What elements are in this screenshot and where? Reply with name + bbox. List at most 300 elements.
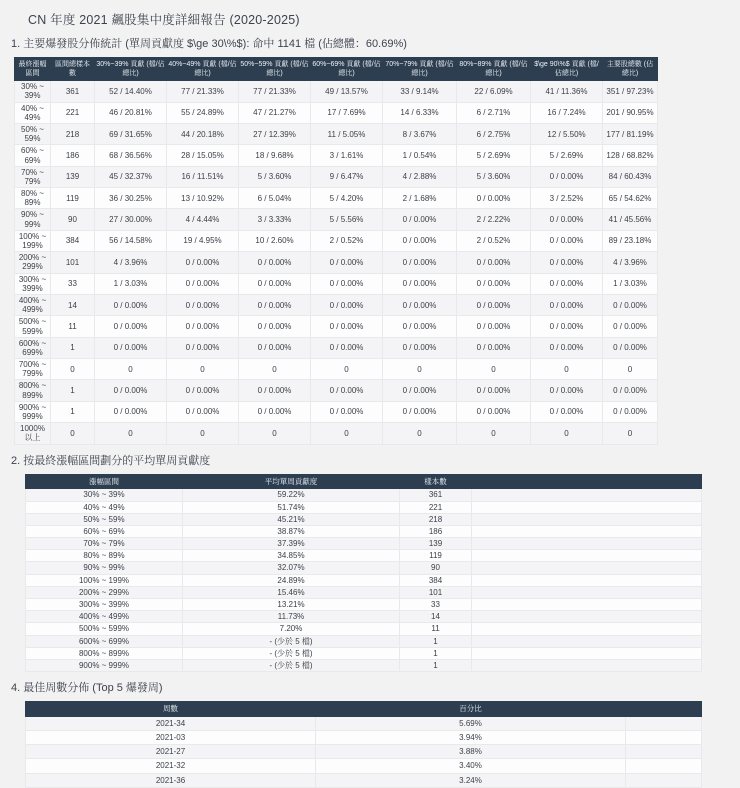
table-cell: 5.69% (316, 716, 626, 730)
table-cell: 0 / 0.00% (457, 252, 531, 273)
table-row (26, 731, 702, 745)
table-cell: 0 (311, 423, 383, 444)
table-cell: 0 / 0.00% (531, 337, 603, 358)
table-row (15, 337, 658, 358)
table-row (26, 635, 702, 647)
table-row (26, 513, 702, 525)
row-label: 2021-03 (26, 731, 316, 745)
table-cell: 101 (51, 252, 95, 273)
table-cell: - (少於 5 檔) (183, 647, 400, 659)
table-cell: 384 (51, 230, 95, 251)
table-cell: 2 / 2.22% (457, 209, 531, 230)
top-weeks-table (25, 701, 702, 788)
table-row (15, 273, 658, 294)
table-cell: 28 / 15.05% (167, 145, 239, 166)
table-cell: 361 (400, 489, 472, 501)
table-cell: 84 / 60.43% (603, 166, 658, 187)
table-cell: 0 / 0.00% (457, 401, 531, 422)
table-cell: 0 / 0.00% (383, 209, 457, 230)
column-header: 平均單周貢獻度 (183, 474, 400, 489)
table-cell: 1 (51, 401, 95, 422)
table-cell: 46 / 20.81% (95, 102, 167, 123)
table-cell: 1 (400, 659, 472, 671)
table-row (15, 209, 658, 230)
table-cell: 0 (167, 423, 239, 444)
table-cell: 0 / 0.00% (167, 337, 239, 358)
table-cell (472, 513, 702, 525)
table-row (26, 647, 702, 659)
table-cell: 89 / 23.18% (603, 230, 658, 251)
table-cell: 3.88% (316, 745, 626, 759)
table-cell (472, 550, 702, 562)
table-row (26, 611, 702, 623)
table-cell: 119 (400, 550, 472, 562)
table-cell: 0 / 0.00% (383, 252, 457, 273)
table-row (15, 145, 658, 166)
table-cell: 0 / 0.00% (95, 294, 167, 315)
table-cell: 0 / 0.00% (383, 230, 457, 251)
table-cell: 90 (51, 209, 95, 230)
table-row (15, 294, 658, 315)
row-label: 40% ~ 49% (26, 501, 183, 513)
table-cell: 0 / 0.00% (531, 401, 603, 422)
row-label: 300% ~ 399% (26, 599, 183, 611)
table-cell: - (少於 5 檔) (183, 635, 400, 647)
table-cell: 69 / 31.65% (95, 123, 167, 144)
table-cell: 0 (383, 423, 457, 444)
column-header: 周數 (26, 702, 316, 717)
table-cell: 15.46% (183, 586, 400, 598)
distribution-table-body (15, 81, 658, 444)
row-label: 100% ~ 199% (15, 230, 51, 251)
table-row (26, 574, 702, 586)
table-cell (472, 659, 702, 671)
column-header (472, 474, 702, 489)
table-cell: 0 / 0.00% (311, 294, 383, 315)
table-row (15, 359, 658, 380)
table-row (15, 188, 658, 209)
table-row (15, 166, 658, 187)
table-cell: 1 (400, 647, 472, 659)
table-cell: 1 / 3.03% (603, 273, 658, 294)
row-label: 300% ~ 399% (15, 273, 51, 294)
table-cell: 1 (400, 635, 472, 647)
table-cell: 3.24% (316, 773, 626, 787)
table-cell: 0 / 0.00% (311, 252, 383, 273)
top-weeks-table-body (26, 716, 702, 787)
table-cell (626, 716, 702, 730)
row-label: 400% ~ 499% (26, 611, 183, 623)
table-cell (472, 501, 702, 513)
table-cell: 0 / 0.00% (457, 273, 531, 294)
table-row (26, 501, 702, 513)
table-cell: 0 (603, 359, 658, 380)
table-cell: 0 / 0.00% (531, 294, 603, 315)
table-cell: 17 / 7.69% (311, 102, 383, 123)
table-cell (626, 759, 702, 773)
table-cell: 4 / 2.88% (383, 166, 457, 187)
table-cell: 4 / 4.44% (167, 209, 239, 230)
table-cell: 27 / 12.39% (239, 123, 311, 144)
table-cell: 0 / 0.00% (383, 337, 457, 358)
table-cell: 24.89% (183, 574, 400, 586)
table-cell: - (少於 5 檔) (183, 659, 400, 671)
table-row (26, 659, 702, 671)
table-cell: 16 / 11.51% (167, 166, 239, 187)
table-cell: 10 / 2.60% (239, 230, 311, 251)
table-cell: 3 / 3.33% (239, 209, 311, 230)
column-header: 百分比 (316, 702, 626, 717)
row-label: 400% ~ 499% (15, 294, 51, 315)
column-header: 70%~79% 貢獻 (檔/佔總比) (383, 58, 457, 81)
table-cell: 51.74% (183, 501, 400, 513)
table-cell: 2 / 1.68% (383, 188, 457, 209)
table-cell: 45.21% (183, 513, 400, 525)
table-cell: 0 (383, 359, 457, 380)
table-cell: 0 (311, 359, 383, 380)
table-cell: 33 (51, 273, 95, 294)
table-cell: 37.39% (183, 538, 400, 550)
row-label: 60% ~ 69% (26, 525, 183, 537)
table-cell: 34.85% (183, 550, 400, 562)
table-cell: 0 / 0.00% (383, 294, 457, 315)
table-cell: 0 (531, 359, 603, 380)
table-cell: 186 (51, 145, 95, 166)
column-header (626, 702, 702, 717)
table-cell: 1 (51, 380, 95, 401)
table-row (15, 230, 658, 251)
table-cell: 41 / 45.56% (603, 209, 658, 230)
row-label: 100% ~ 199% (26, 574, 183, 586)
table-cell: 1 (51, 337, 95, 358)
table-cell: 22 / 6.09% (457, 81, 531, 102)
column-header: 40%~49% 貢獻 (檔/佔總比) (167, 58, 239, 81)
table-cell: 14 (400, 611, 472, 623)
table-cell: 3.40% (316, 759, 626, 773)
row-label: 60% ~ 69% (15, 145, 51, 166)
table-cell: 0 / 0.00% (167, 273, 239, 294)
table-cell: 11.73% (183, 611, 400, 623)
table-cell: 3.94% (316, 731, 626, 745)
table-cell: 0 / 0.00% (95, 401, 167, 422)
table-cell: 0 / 0.00% (457, 337, 531, 358)
table-cell: 0 / 0.00% (95, 316, 167, 337)
column-header: 60%~69% 貢獻 (檔/佔總比) (311, 58, 383, 81)
table-cell: 44 / 20.18% (167, 123, 239, 144)
section4-heading: 4. 最佳周數分佈 (Top 5 爆發周) (11, 682, 163, 695)
row-label: 70% ~ 79% (15, 166, 51, 187)
table-cell: 11 (400, 623, 472, 635)
table-cell: 6 / 5.04% (239, 188, 311, 209)
row-label: 2021-32 (26, 759, 316, 773)
table-row (26, 586, 702, 598)
table-cell: 0 / 0.00% (531, 273, 603, 294)
row-label: 90% ~ 99% (26, 562, 183, 574)
table-cell: 55 / 24.89% (167, 102, 239, 123)
row-label: 2021-36 (26, 773, 316, 787)
row-label: 40% ~ 49% (15, 102, 51, 123)
table-cell: 11 (51, 316, 95, 337)
table-cell: 6 / 2.75% (457, 123, 531, 144)
table-cell: 0 / 0.00% (311, 401, 383, 422)
table-cell: 0 / 0.00% (383, 401, 457, 422)
table-cell: 0 / 0.00% (531, 209, 603, 230)
table-cell: 16 / 7.24% (531, 102, 603, 123)
table-cell: 65 / 54.62% (603, 188, 658, 209)
table-cell: 0 / 0.00% (531, 380, 603, 401)
row-label: 80% ~ 89% (26, 550, 183, 562)
table-cell: 0 / 0.00% (239, 252, 311, 273)
row-label: 800% ~ 899% (26, 647, 183, 659)
table-row (15, 81, 658, 102)
table-cell (472, 611, 702, 623)
table-cell: 56 / 14.58% (95, 230, 167, 251)
table-cell: 0 / 0.00% (95, 380, 167, 401)
table-cell: 49 / 13.57% (311, 81, 383, 102)
table-cell: 18 / 9.68% (239, 145, 311, 166)
row-label: 2021-34 (26, 716, 316, 730)
row-label: 50% ~ 59% (26, 513, 183, 525)
table-cell: 361 (51, 81, 95, 102)
table-cell: 0 / 0.00% (239, 380, 311, 401)
table-row (26, 562, 702, 574)
table-cell: 0 / 0.00% (457, 294, 531, 315)
table-cell: 2 / 0.52% (457, 230, 531, 251)
table-header-row (26, 474, 702, 489)
table-cell: 33 (400, 599, 472, 611)
table-cell: 0 / 0.00% (457, 316, 531, 337)
table-cell: 11 / 5.05% (311, 123, 383, 144)
table-cell: 9 / 6.47% (311, 166, 383, 187)
table-cell: 3 / 2.52% (531, 188, 603, 209)
table-cell: 0 / 0.00% (167, 294, 239, 315)
table-header-row (26, 702, 702, 717)
table-cell: 32.07% (183, 562, 400, 574)
row-label: 600% ~ 699% (26, 635, 183, 647)
table-cell: 177 / 81.19% (603, 123, 658, 144)
table-cell: 0 (531, 423, 603, 444)
table-cell: 384 (400, 574, 472, 586)
table-cell: 0 / 0.00% (311, 316, 383, 337)
table-cell (472, 574, 702, 586)
table-cell (472, 623, 702, 635)
table-cell: 0 / 0.00% (603, 337, 658, 358)
table-cell: 0 / 0.00% (311, 337, 383, 358)
row-label: 90% ~ 99% (15, 209, 51, 230)
table-cell: 221 (400, 501, 472, 513)
table-cell: 38.87% (183, 525, 400, 537)
table-cell: 5 / 4.20% (311, 188, 383, 209)
table-row (26, 550, 702, 562)
table-cell: 0 (95, 359, 167, 380)
table-cell: 0 / 0.00% (603, 294, 658, 315)
table-cell: 186 (400, 525, 472, 537)
column-header: 漲幅區間 (26, 474, 183, 489)
table-cell: 14 (51, 294, 95, 315)
table-cell: 351 / 97.23% (603, 81, 658, 102)
section1-heading: 1. 主要爆發股分佈統計 (單周貢獻度 $\ge 30\%$): 命中 1141 檔 (佔總體：60.69%) (11, 38, 407, 50)
table-cell (472, 525, 702, 537)
table-cell: 0 / 0.00% (457, 188, 531, 209)
table-cell: 0 / 0.00% (531, 252, 603, 273)
table-cell: 139 (51, 166, 95, 187)
table-row (26, 599, 702, 611)
table-cell: 5 / 3.60% (239, 166, 311, 187)
column-header: 區間總樣本數 (51, 58, 95, 81)
table-cell: 128 / 68.82% (603, 145, 658, 166)
table-cell: 1 / 3.03% (95, 273, 167, 294)
table-cell (472, 599, 702, 611)
table-row (26, 716, 702, 730)
table-cell: 0 (51, 359, 95, 380)
column-header: 樣本數 (400, 474, 472, 489)
row-label: 500% ~ 599% (15, 316, 51, 337)
column-header: 80%~89% 貢獻 (檔/佔總比) (457, 58, 531, 81)
avg-contribution-table-body (26, 489, 702, 672)
table-cell: 19 / 4.95% (167, 230, 239, 251)
table-cell: 52 / 14.40% (95, 81, 167, 102)
table-cell: 36 / 30.25% (95, 188, 167, 209)
table-cell: 0 / 0.00% (95, 337, 167, 358)
table-row (26, 489, 702, 501)
table-row (26, 525, 702, 537)
report-page (0, 10, 740, 788)
row-label: 200% ~ 299% (26, 586, 183, 598)
table-row (15, 380, 658, 401)
row-label: 900% ~ 999% (15, 401, 51, 422)
table-cell: 139 (400, 538, 472, 550)
row-label: 70% ~ 79% (26, 538, 183, 550)
table-cell: 5 / 3.60% (457, 166, 531, 187)
table-cell: 77 / 21.33% (239, 81, 311, 102)
table-cell: 1 / 0.54% (383, 145, 457, 166)
table-cell: 0 (603, 423, 658, 444)
table-cell: 0 / 0.00% (239, 316, 311, 337)
row-label: 80% ~ 89% (15, 188, 51, 209)
table-cell: 221 (51, 102, 95, 123)
table-cell (626, 731, 702, 745)
table-cell: 68 / 36.56% (95, 145, 167, 166)
table-cell: 5 / 2.69% (457, 145, 531, 166)
table-cell: 0 / 0.00% (383, 316, 457, 337)
table-row (26, 773, 702, 787)
distribution-table (14, 57, 658, 445)
table-cell: 119 (51, 188, 95, 209)
row-label: 50% ~ 59% (15, 123, 51, 144)
table-cell: 33 / 9.14% (383, 81, 457, 102)
table-cell: 59.22% (183, 489, 400, 501)
table-cell: 45 / 32.37% (95, 166, 167, 187)
table-cell: 0 / 0.00% (167, 380, 239, 401)
table-cell (472, 562, 702, 574)
table-cell: 0 / 0.00% (167, 252, 239, 273)
table-row (26, 759, 702, 773)
column-header: 最終漲幅區間 (15, 58, 51, 81)
table-row (15, 102, 658, 123)
table-cell: 13.21% (183, 599, 400, 611)
column-header: 30%~39% 貢獻 (檔/佔總比) (95, 58, 167, 81)
row-label: 1000% 以上 (15, 423, 51, 444)
table-cell (472, 489, 702, 501)
table-cell: 0 / 0.00% (383, 380, 457, 401)
table-cell: 0 / 0.00% (167, 316, 239, 337)
table-cell: 12 / 5.50% (531, 123, 603, 144)
row-label: 500% ~ 599% (26, 623, 183, 635)
table-cell: 0 / 0.00% (239, 337, 311, 358)
section2-heading: 2. 按最終漲幅區間劃分的平均單周貢獻度 (11, 454, 211, 467)
table-cell: 0 / 0.00% (603, 401, 658, 422)
table-cell: 90 (400, 562, 472, 574)
table-cell: 0 / 0.00% (239, 294, 311, 315)
table-cell: 0 / 0.00% (531, 230, 603, 251)
row-label: 30% ~ 39% (15, 81, 51, 102)
table-cell: 4 / 3.96% (603, 252, 658, 273)
table-cell (626, 745, 702, 759)
table-cell: 0 / 0.00% (603, 380, 658, 401)
column-header: $\ge 90\%$ 貢獻 (檔/佔總比) (531, 58, 603, 81)
table-cell (626, 773, 702, 787)
table-cell: 7.20% (183, 623, 400, 635)
table-cell: 14 / 6.33% (383, 102, 457, 123)
table-row (15, 252, 658, 273)
table-cell: 0 / 0.00% (531, 316, 603, 337)
table-cell: 3 / 1.61% (311, 145, 383, 166)
table-row (15, 401, 658, 422)
table-cell: 13 / 10.92% (167, 188, 239, 209)
table-cell: 0 (457, 423, 531, 444)
table-cell: 5 / 2.69% (531, 145, 603, 166)
table-row (26, 623, 702, 635)
table-row (26, 538, 702, 550)
page-title: CN 年度 2021 飆股集中度詳細報告 (2020-2025) (28, 13, 300, 27)
table-row (15, 123, 658, 144)
column-header: 50%~59% 貢獻 (檔/佔總比) (239, 58, 311, 81)
table-cell: 218 (400, 513, 472, 525)
column-header: 主要股總數 (佔總比) (603, 58, 658, 81)
table-cell: 0 / 0.00% (311, 380, 383, 401)
table-cell (472, 635, 702, 647)
table-row (15, 316, 658, 337)
row-label: 800% ~ 899% (15, 380, 51, 401)
row-label: 200% ~ 299% (15, 252, 51, 273)
table-cell: 4 / 3.96% (95, 252, 167, 273)
table-cell: 0 / 0.00% (311, 273, 383, 294)
table-cell: 0 (51, 423, 95, 444)
table-cell: 6 / 2.71% (457, 102, 531, 123)
row-label: 900% ~ 999% (26, 659, 183, 671)
table-row (15, 423, 658, 444)
table-cell: 218 (51, 123, 95, 144)
row-label: 30% ~ 39% (26, 489, 183, 501)
table-cell: 0 / 0.00% (383, 273, 457, 294)
table-cell: 5 / 5.56% (311, 209, 383, 230)
table-cell: 201 / 90.95% (603, 102, 658, 123)
table-cell: 0 (239, 423, 311, 444)
table-cell: 77 / 21.33% (167, 81, 239, 102)
row-label: 700% ~ 799% (15, 359, 51, 380)
table-cell (472, 586, 702, 598)
table-cell: 0 (239, 359, 311, 380)
table-cell: 41 / 11.36% (531, 81, 603, 102)
table-row (26, 745, 702, 759)
table-cell: 0 / 0.00% (167, 401, 239, 422)
table-cell: 0 (457, 359, 531, 380)
table-cell: 101 (400, 586, 472, 598)
table-cell: 47 / 21.27% (239, 102, 311, 123)
table-header-row (15, 58, 658, 81)
table-cell: 0 (167, 359, 239, 380)
table-cell: 0 (95, 423, 167, 444)
